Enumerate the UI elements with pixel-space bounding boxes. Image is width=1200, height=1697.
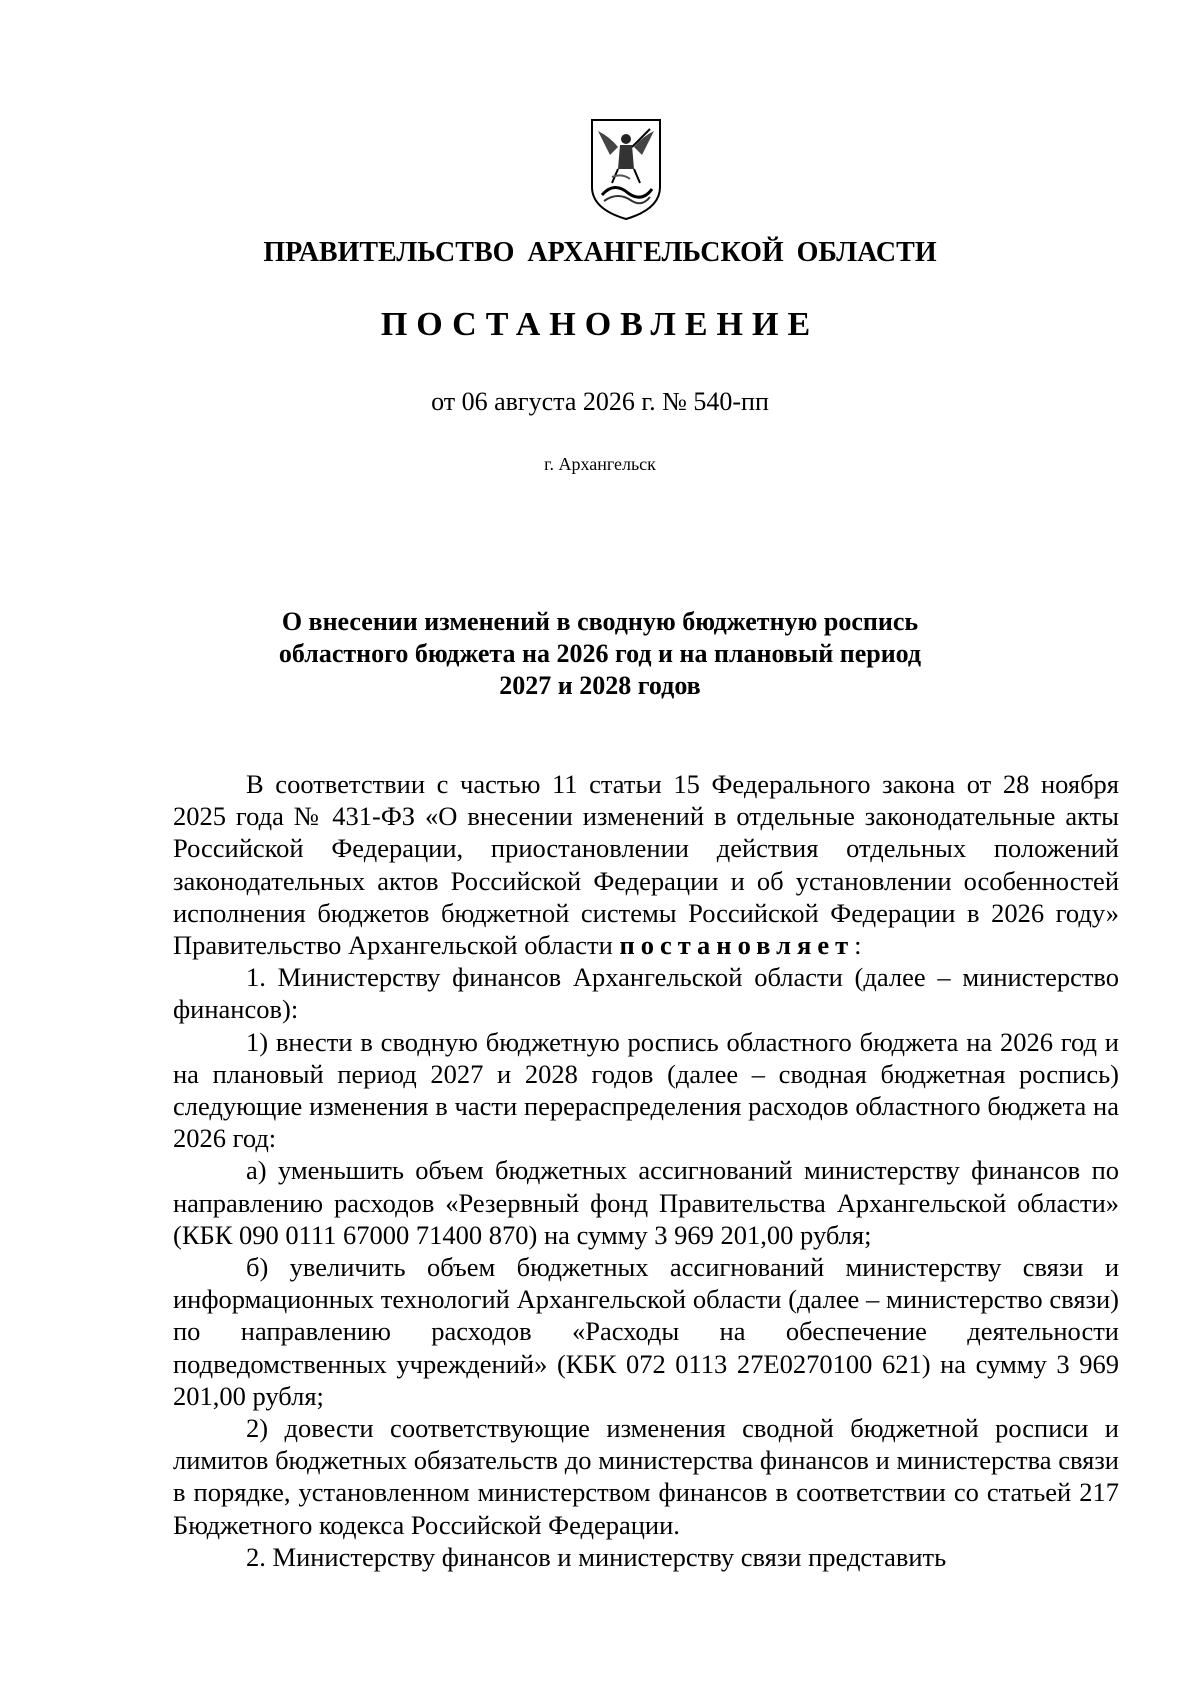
arkhangelsk-coat-of-arms-icon xyxy=(588,117,664,221)
document-subject xyxy=(220,606,980,702)
paragraph-1-1-a: а) уменьшить объем бюджетных ассигнований министерству финансов по направлению расходов «Резервный фонд Правительства Архангельской области» (КБК 090 0111 67000 71400 870) на сумму 3 969 201,00 рубля; xyxy=(173,1155,1119,1250)
decrees-tail: : xyxy=(854,930,862,961)
paragraph-1-1-b: б) увеличить объем бюджетных ассигнований министерству связи и информационных технологий Архангельской области (далее – министерство связи) по направлению расходов «Расходы на обеспечение деятельности подведомственных учреждений» (КБК 072 0113 27Е0270100 621) на сумму 3 969 201,00 рубля; xyxy=(173,1252,1119,1411)
document-city: г. Архангельск xyxy=(544,454,656,474)
government-name: ПРАВИТЕЛЬСТВО АРХАНГЕЛЬСКОЙ ОБЛАСТИ xyxy=(263,237,937,268)
paragraph-2: 2. Министерству финансов и министерству связи представить xyxy=(246,1541,947,1572)
preamble-paragraph xyxy=(173,768,1119,961)
document-body xyxy=(173,768,1119,1573)
subject-line: областного бюджета на 2026 год и на плановый период xyxy=(278,639,922,668)
paragraph-1: 1. Министерству финансов Архангельской области (далее – министерство финансов): xyxy=(173,962,1119,1025)
paragraph-1-2: 2) довести соответствующие изменения сводной бюджетной росписи и лимитов бюджетных обязательств до министерства финансов и министерства связи в порядке, установленном министерством финансов в соответствии со статьей 217 Бюджетного кодекса Российской Федерации. xyxy=(173,1413,1119,1540)
document-date-number: от 06 августа 2026 г. № 540-пп xyxy=(431,387,769,416)
paragraph-1-1: 1) внести в сводную бюджетную роспись областного бюджета на 2026 год и на плановый период 2027 и 2028 годов (далее – сводная бюджетная роспись) следующие изменения в части перераспределения расходов областного бюджета на 2026 год: xyxy=(173,1026,1119,1154)
subject-line: О внесении изменений в сводную бюджетную роспись xyxy=(281,607,919,636)
subject-line: 2027 и 2028 годов xyxy=(499,671,701,700)
preamble-text: В соответствии с частью 11 статьи 15 Федерального закона от 28 ноября 2025 года № 431-ФЗ «О внесении изменений в отдельные законодательные акты Российской Федерации, приостановлении действия отдельных положений законодательных актов Российской Федерации и об установлении особенностей исполнения бюджетов бюджетной системы Российской Федерации в 2026 году» Правительство Архангельской области xyxy=(173,769,1119,961)
document-type: ПОСТАНОВЛЕНИЕ xyxy=(380,306,820,343)
decrees-word: постановляет xyxy=(619,930,855,961)
